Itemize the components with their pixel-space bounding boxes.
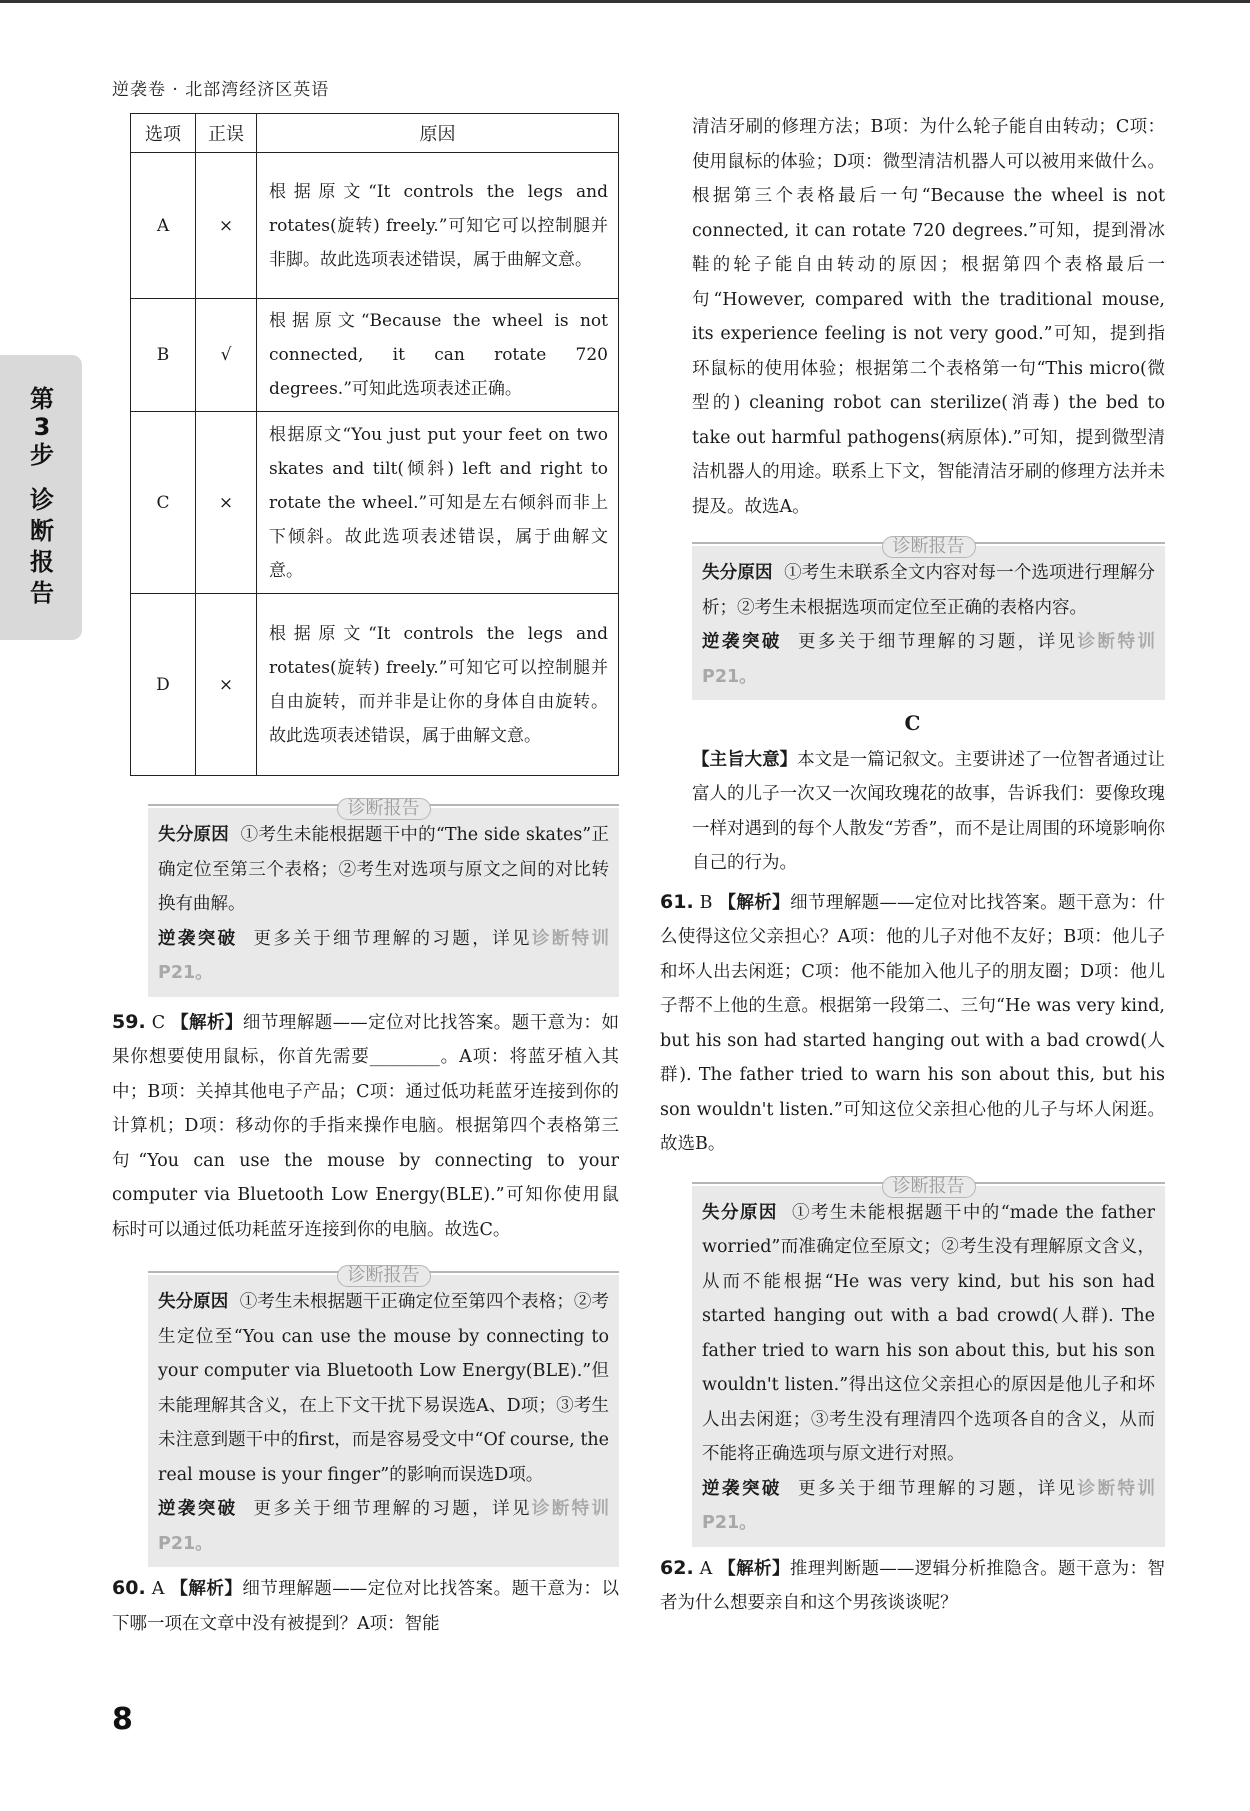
more-text: 更多关于细节理解的习题，详见: [797, 1478, 1078, 1499]
answer-table: [130, 113, 619, 776]
row-reason: 根据原文“It controls the legs and rotates(旋转) freely.”可知它可以控制腿并非脚。故此选项表述错误，属于曲解文意。: [257, 153, 619, 299]
table-row: [131, 594, 619, 776]
table-row: [131, 299, 619, 412]
break-label: 逆袭突破: [702, 632, 782, 652]
q61-tag: 【解析】: [718, 892, 791, 913]
q60-tag: 【解析】: [170, 1579, 243, 1599]
q61-text: 细节理解题——定位对比找答案。题干意为：什么使得这位父亲担心？A项：他的儿子对他不友好；B项：他儿子和坏人出去闲逛；C项：他不能加入他儿子的朋友圈；D项：他儿子帮不上他的生意。根据第一段第二、三句“He was very kind, but his son had started hanging out with a bad crowd(人群). The father tried to warn his son about this, but his son wouldn't listen.”可知这位父亲担心他的儿子与坏人闲逛。故选B。: [660, 892, 1166, 1154]
table-row: [131, 153, 619, 299]
q59-answer: C: [151, 1012, 166, 1033]
row-option: D: [131, 594, 196, 776]
diagnosis-label: 诊断报告: [337, 1265, 431, 1287]
q60-text: 细节理解题——定位对比找答案。题干意为：以下哪一项在文章中没有被提到？A项：智能: [112, 1579, 619, 1634]
row-option: B: [131, 299, 196, 412]
diagnosis-box: [692, 1175, 1165, 1547]
header-option: 选项: [131, 114, 196, 153]
top-rule: [0, 0, 1250, 3]
row-option: A: [131, 153, 196, 299]
row-mark: ×: [196, 412, 257, 594]
diagnosis-box: [692, 536, 1165, 700]
row-reason: 根据原文“It controls the legs and rotates(旋转) freely.”可知它可以控制腿并自由旋转，而并非是让你的身体自由旋转。故此选项表述错误，属于曲解文意。: [257, 594, 619, 776]
q62-tag: 【解析】: [718, 1558, 790, 1579]
table-header-row: [131, 114, 619, 153]
header-reason: 原因: [257, 114, 619, 153]
row-reason: 根据原文“Because the wheel is not connected, it can rotate 720 degrees.”可知此选项表述正确。: [257, 299, 619, 412]
main-idea: [692, 743, 1165, 881]
break-label: 逆袭突破: [158, 928, 238, 949]
diagnosis-label: 诊断报告: [882, 1176, 976, 1198]
row-mark: ×: [196, 153, 257, 299]
loss-label: 失分原因: [702, 563, 773, 583]
left-column: [112, 798, 619, 1641]
loss-text: ①考生未联系全文内容对每一个选项进行理解分析；②考生未根据选项而定位至正确的表格内容。: [702, 563, 1155, 618]
diagnosis-title: [692, 1170, 1165, 1197]
q62-number: 62.: [660, 1556, 694, 1579]
right-column: [660, 110, 1165, 1621]
q62-text: 推理判断题——逻辑分析推隐含。题干意为：智者为什么想要亲自和这个男孩谈谈呢？: [660, 1558, 1165, 1613]
q61-number: 61.: [660, 890, 694, 913]
train-ref: 诊断特训 P21。: [702, 632, 1155, 687]
header-mark: 正误: [196, 114, 257, 153]
diagnosis-label: 诊断报告: [882, 536, 976, 558]
q60-continued: 清洁牙刷的修理方法；B项：为什么轮子能自由转动；C项：使用鼠标的体验；D项：微型清洁机器人可以被用来做什么。根据第三个表格最后一句“Because the wheel is not connected, it can rotate 720 degrees.”可知，提到滑冰鞋的轮子能自由转动的原因；根据第四个表格最后一句“However, compared with the traditional mouse, its experience feeling is not very good.”可知，提到指环鼠标的使用体验；根据第二个表格第一句“This micro(微型的) cleaning robot can sterilize(消毒) the bed to take out harmful pathogens(病原体).”可知，提到微型清洁机器人的用途。联系上下文，智能清洁牙刷的修理方法并未提及。故选A。: [692, 117, 1165, 517]
q60-answer: A: [151, 1579, 165, 1599]
q59-tag: 【解析】: [171, 1012, 243, 1033]
question-60: [112, 1571, 619, 1641]
section-c-title: C: [904, 711, 921, 735]
diagnosis-box: [148, 1265, 619, 1567]
question-61: [660, 885, 1165, 1162]
loss-text: ①考生未能根据题干中的“made the father worried”而准确定位至原文；②考生没有理解原文含义，从而不能根据“He was very kind, but his son had started hanging out with a bad crowd(人群). The father tried to warn his son about this, but his son wouldn't listen.”得出这位父亲担心的原因是他儿子和坏人出去闲逛；③考生没有理清四个选项各自的含义，从而不能将正确选项与原文进行对照。: [702, 1202, 1155, 1464]
break-label: 逆袭突破: [702, 1478, 782, 1499]
loss-text: ①考生未根据题干正确定位至第四个表格；②考生定位至“You can use the mouse by connecting to your computer via Bluetooth Low Energy(BLE).”但未能理解其含义，在上下文干扰下易误选A、D项；③考生未注意到题干中的first，而是容易受文中“Of course, the real mouse is your finger”的影响而误选D项。: [158, 1292, 610, 1485]
side-tab: [0, 355, 82, 640]
diagnosis-title: [692, 530, 1165, 557]
row-mark: ×: [196, 594, 257, 776]
side-tab-step: 第3步: [30, 385, 54, 469]
side-tab-title: 诊断报告: [30, 486, 54, 607]
question-59: [112, 1005, 619, 1248]
page-header: 逆袭卷 · 北部湾经济区英语: [112, 80, 330, 100]
diagnosis-title: [148, 792, 619, 819]
loss-label: 失分原因: [158, 825, 230, 845]
loss-text: ①考生未能根据题干中的“The side skates”正确定位至第三个表格；②考生对选项与原文之间的对比转换有曲解。: [158, 825, 610, 914]
diagnosis-box: [148, 798, 619, 997]
q59-number: 59.: [112, 1010, 146, 1033]
q59-text: 细节理解题——定位对比找答案。题干意为：如果你想要使用鼠标，你首先需要________。A项：将蓝牙植入其中；B项：关掉其他电子产品；C项：通过低功耗蓝牙连接到你的计算机；D项：移动你的手指来操作电脑。根据第四个表格第三句“You can use the mouse by connecting to your computer via Bluetooth Low Energy(BLE).”可知你使用鼠标时可以通过低功耗蓝牙连接到你的电脑。故选C。: [112, 1012, 619, 1240]
more-text: 更多关于细节理解的习题，详见: [253, 928, 532, 949]
q62-answer: A: [699, 1558, 713, 1579]
break-label: 逆袭突破: [158, 1499, 238, 1519]
main-idea-tag: 【主旨大意】: [692, 749, 798, 770]
question-62: [660, 1551, 1165, 1621]
row-reason: 根据原文“You just put your feet on two skates and tilt(倾斜) left and right to rotate the wheel.”可知是左右倾斜而非上下倾斜。故此选项表述错误，属于曲解文意。: [257, 412, 619, 594]
table-row: [131, 412, 619, 594]
page-number: 8: [112, 1702, 133, 1737]
diagnosis-title: [148, 1259, 619, 1286]
q61-answer: B: [699, 892, 713, 913]
q60-number: 60.: [112, 1577, 146, 1599]
train-ref: 诊断特训 P21。: [158, 928, 610, 983]
loss-label: 失分原因: [158, 1292, 229, 1312]
train-ref: 诊断特训 P21。: [158, 1499, 610, 1554]
more-text: 更多关于细节理解的习题，详见: [797, 632, 1078, 652]
row-mark: √: [196, 299, 257, 412]
diagnosis-label: 诊断报告: [337, 798, 431, 820]
row-option: C: [131, 412, 196, 594]
train-ref: 诊断特训 P21。: [702, 1478, 1155, 1533]
more-text: 更多关于细节理解的习题，详见: [253, 1499, 532, 1519]
main-idea-text: 本文是一篇记叙文。主要讲述了一位智者通过让富人的儿子一次又一次闻玫瑰花的故事，告诉我们：要像玫瑰一样对遇到的每个人散发“芳香”，而不是让周围的环境影响你自己的行为。: [692, 749, 1166, 873]
loss-label: 失分原因: [702, 1202, 778, 1223]
